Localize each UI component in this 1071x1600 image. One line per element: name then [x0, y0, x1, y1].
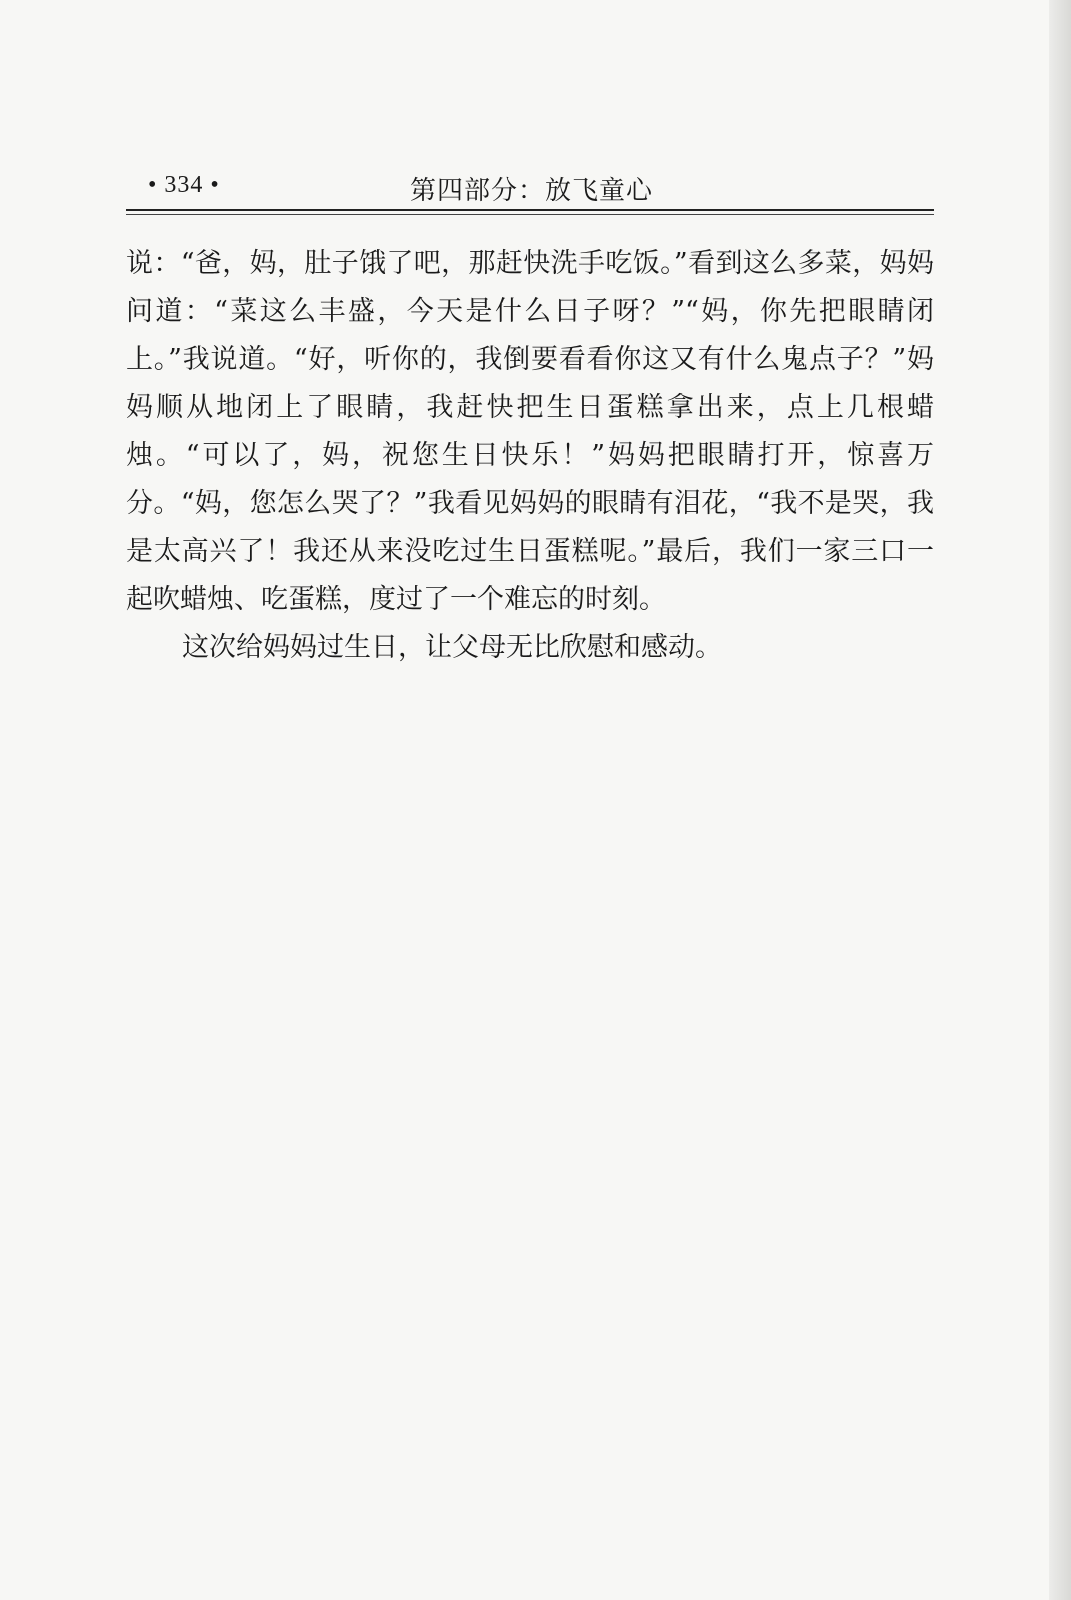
- page-number: • 334 •: [148, 172, 220, 198]
- header-rule-thin: [126, 214, 934, 215]
- paragraph: 这次给妈妈过生日，让父母无比欣慰和感动。: [182, 632, 722, 663]
- paragraph: 说：“爸，妈，肚子饿了吧，那赶快洗手吃饭。”看到这么多菜，妈妈问道：“菜这么丰盛，今天是什么日子呀？”“妈，你先把眼睛闭上。”我说道。“好，听你的，我倒要看看你这又有什么鬼点子？”妈妈顺从地闭上了眼睛，我赶快把生日蛋糕拿出来，点上几根蜡烛。“可以了，妈，祝您生日快乐！”妈妈把眼睛打开，惊喜万分。“妈，您怎么哭了？”我看见妈妈的眼睛有泪花，“我不是哭，我是太高兴了！我还从来没吃过生日蛋糕呢。”最后，我们一家三口一起吹蜡烛、吃蛋糕，度过了一个难忘的时刻。: [126, 248, 934, 615]
- running-title: 第四部分：放飞童心: [410, 176, 654, 206]
- header-rule-thick: [126, 209, 934, 211]
- page-header: [128, 168, 934, 208]
- scan-edge-shadow: [1049, 0, 1071, 1600]
- body-text: [126, 240, 934, 672]
